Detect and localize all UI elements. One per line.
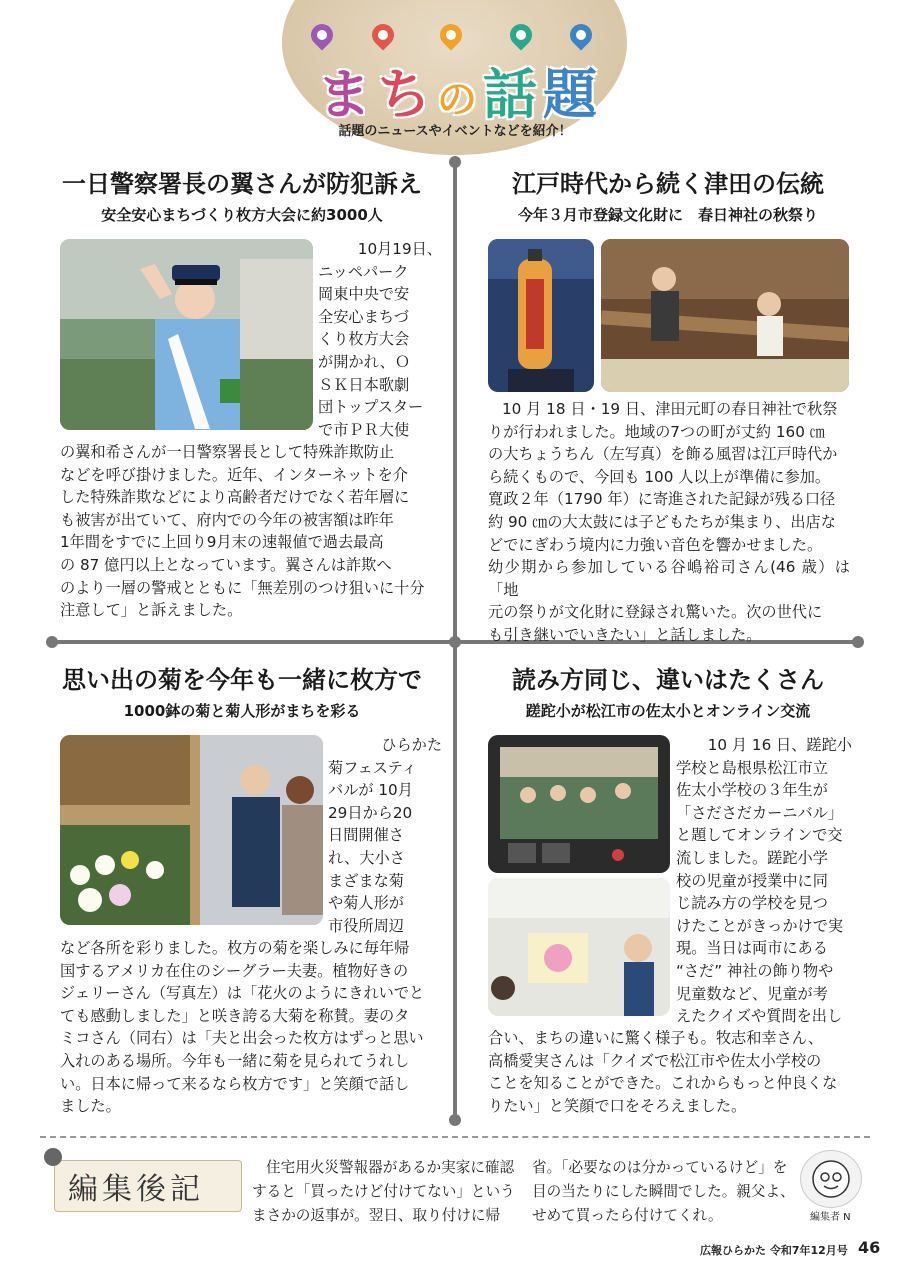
article-title: 江戸時代から続く津田の伝統 <box>512 170 824 198</box>
chrysanthemum-photo <box>60 735 323 925</box>
editors-note-left: 住宅用火災警報器があるか実家に確認 すると「買ったけど付けてない」という まさかの返事が。翌日、取り付けに帰 <box>252 1159 515 1224</box>
article-side-text: ひらかた 菊フェスティ バルが 10月 29日から20 日間開催さ れ、大小さ まざまな菊 や菊人形が 市役所周辺 <box>328 736 442 935</box>
divider-dot <box>449 156 461 168</box>
police-chief-photo <box>60 239 313 430</box>
article-title: 思い出の菊を今年も一緒に枚方で <box>62 666 422 694</box>
pencil-icon <box>44 1148 62 1166</box>
divider-dot <box>852 636 864 648</box>
article-subtitle: 1000鉢の菊と菊人形がまちを彩る <box>123 702 361 720</box>
article-title: 一日警察署長の翼さんが防犯訴え <box>62 170 422 198</box>
divider-dot <box>449 636 461 648</box>
divider-dot <box>46 636 58 648</box>
editor-label: 編集者 N <box>810 1212 851 1223</box>
section-subtitle: 話題のニュースやイベントなどを紹介！ <box>338 124 572 139</box>
article-body: の翼和希さんが一日警察署長として特殊詐欺防止 などを呼び掛けました。近年、インターネットを介 した特殊詐欺などにより高齢者だけでなく若年層に も被害が出ていて、府内での今年の被害額は昨年 1年間をすでに上回り9月末の速報値で過去最高 の 87 億円以上となっています。翼さんは詐欺へ のより一層の警戒とともに「無差別のつけ狙いに十分 注意して」と訴えました。 <box>60 443 425 620</box>
editors-note-heading: 編集後記 <box>68 1172 204 1207</box>
section-title: まちの話題 <box>317 63 603 126</box>
article-body: 合い、まちの違いに驚く様子も。牧志和幸さん、 高橋愛実さんは「クイズで松江市や佐太小学校の ことを知ることができた。これからもっと仲良くな りたい」と笑顔で口をそろえました。 <box>488 1029 838 1115</box>
footer-separator <box>40 1136 870 1138</box>
drum-photo <box>601 239 849 392</box>
article-subtitle: 蹉跎小が松江市の佐太小とオンライン交流 <box>525 702 811 720</box>
article-body: など各所を彩りました。枚方の菊を楽しみに毎年帰 国するアメリカ在住のシーグラー夫妻。植物好きの ジェリーさん（写真左）は「花火のようにきれいでと ても感動しました」と咲き誇る大菊を称賛。妻のタ ミコさん（同右）は「夫と出会った枚方はずっと思い 入れのある場所。今年も一緒に菊を見られてうれし い。日本に帰って来るなら枚方です」と笑顔で話し ました。 <box>60 939 425 1116</box>
article-subtitle: 今年３月市登録文化財に 春日神社の秋祭り <box>517 206 818 224</box>
article-subtitle: 安全安心まちづくり枚方大会に約3000人 <box>101 206 383 224</box>
article-side-text: 10 月 16 日、蹉跎小 学校と島根県松江市立 佐太小学校の３年生が 「さださだカーニバル」 と題してオンラインで交 流しました。蹉跎小学 校の児童が授業中に同 じ読み方の学校を見つ けたことがきっかけで実 現。当日は両市にある “さだ” 神社の飾り物や 児童数など、児童が考 えたクイズや質問を出し <box>676 736 852 1026</box>
page-number: 46 <box>858 1238 881 1257</box>
editors-note-right: 省。「必要なのは分かっているけど」を 目の当たりにした瞬間でした。親父よ、 せめて買ったら付けてくれ。 <box>532 1159 795 1224</box>
divider-dot <box>449 1114 461 1126</box>
publication-name: 広報ひらかた 令和7年12月号 <box>700 1244 848 1257</box>
article-side-text: 10月19日、 ニッペパーク 岡東中央で安 全安心まちづ くり枚方大会 が開かれ、Ｏ ＳＫ日本歌劇 団トップスター で市ＰＲ大使 <box>318 240 442 439</box>
classroom-photo <box>488 878 670 1016</box>
online-exchange-photo <box>488 735 670 873</box>
article-title: 読み方同じ、違いはたくさん <box>512 666 824 694</box>
editor-avatar <box>800 1150 862 1208</box>
article-body: 10 月 18 日・19 日、津田元町の春日神社で秋祭 りが行われました。地域の7つの町が丈約 160 ㎝ の大ちょうちん（左写真）を飾る風習は江戸時代か ら続くもので、今回も 100 人以上が準備に参加。 寛政２年（1790 年）に寄進された記録が残る口径 約 90 ㎝の大太鼓には子どもたちが集まり、出店な どでにぎわう境内に力強い音色を響かせました。 幼少期から参加している谷嶋裕司さん(46 歳）は「地 元の祭りが文化財に登録され驚いた。次の世代に も引き継いでいきたい」と話しました。 <box>488 400 850 644</box>
lantern-photo <box>488 239 594 392</box>
